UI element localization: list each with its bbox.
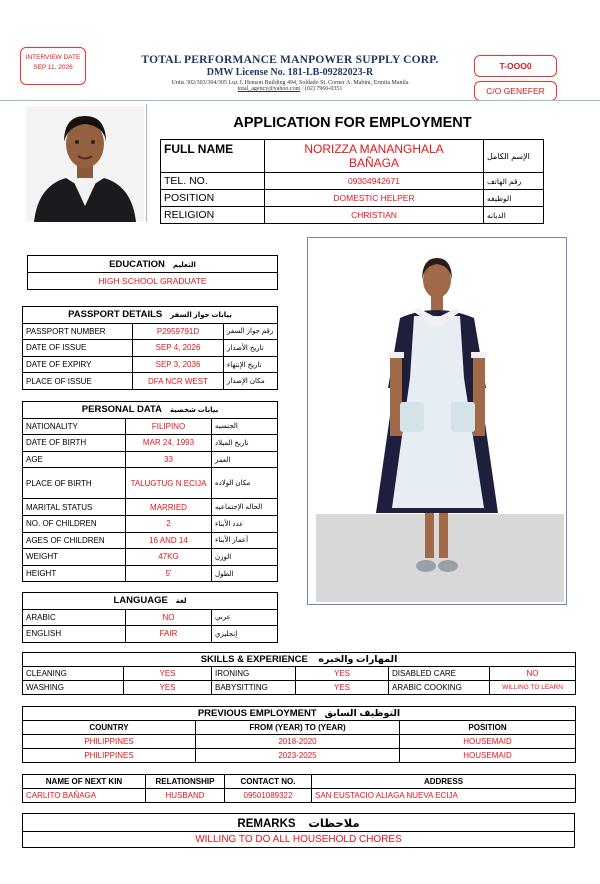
previous-header-years: FROM (YEAR) TO (YEAR) [196, 721, 400, 735]
skill-value: YES [124, 667, 212, 681]
remarks-table [22, 813, 575, 848]
skills-row [23, 667, 576, 681]
previous-employment-table [22, 706, 576, 763]
portrait-photo [26, 106, 144, 222]
previous-header-position: POSITION [400, 721, 576, 735]
birthplace-label: PLACE OF BIRTH [23, 468, 126, 499]
next-of-kin-table [22, 774, 576, 803]
personal-row [23, 549, 278, 566]
religion-ar: الديانه [484, 207, 544, 224]
full-name-row [161, 140, 544, 173]
skill-value: NO [490, 667, 576, 681]
table-row [23, 789, 576, 803]
birthplace-ar: مكان الولاده [212, 468, 278, 499]
table-row [23, 735, 576, 749]
age-label: AGE [23, 451, 126, 468]
marital-label: MARITAL STATUS [23, 499, 126, 516]
religion-label: RELIGION [161, 207, 265, 224]
remarks-title-ar: ملاحظات [308, 817, 360, 830]
weight-label: WEIGHT [23, 549, 126, 566]
form-title: APPLICATION FOR EMPLOYMENT [233, 115, 472, 131]
applicant-code: T-OOO0 [474, 55, 557, 77]
personal-row [23, 565, 278, 582]
full-body-photo [307, 237, 567, 605]
previous-position: HOUSEMAID [400, 749, 576, 763]
main-info-table [160, 139, 544, 224]
education-table [27, 255, 278, 290]
language-table [22, 592, 278, 643]
personal-data-table [22, 401, 278, 582]
weight-value: 47KG [126, 549, 212, 566]
education-title [28, 256, 278, 273]
full-name-ar: الإسم الكامل [484, 140, 544, 173]
remarks-title [23, 814, 575, 832]
height-ar: الطول [212, 565, 278, 582]
language-title-en: LANGUAGE [113, 595, 168, 607]
birthplace-value: TALUGTUG N ECIJA [126, 468, 212, 499]
passport-title-en: PASSPORT DETAILS [68, 309, 163, 321]
skill-value: WILLING TO LEARN [490, 681, 576, 695]
children-label: NO. OF CHILDREN [23, 515, 126, 532]
interview-date-box [20, 47, 86, 85]
position-row [161, 190, 544, 207]
header-divider [0, 100, 600, 101]
kin-header-relationship: RELATIONSHIP [146, 775, 225, 789]
previous-title-en: PREVIOUS EMPLOYMENT [197, 708, 317, 719]
language-title-ar: لغة [175, 598, 187, 606]
passport-row [23, 356, 278, 373]
arabic-ar: عربي [212, 609, 278, 626]
arabic-label: ARABIC [23, 609, 126, 626]
height-label: HEIGHT [23, 565, 126, 582]
company-name: TOTAL PERFORMANCE MANPOWER SUPPLY CORP. [141, 54, 439, 66]
weight-ar: الوزن [212, 549, 278, 566]
children-value: 2 [126, 515, 212, 532]
personal-row [23, 532, 278, 549]
age-value: 33 [126, 451, 212, 468]
arabic-value: NO [126, 609, 212, 626]
skill-label: ARABIC COOKING [389, 681, 490, 695]
children-ar: عدد الأبناء [212, 515, 278, 532]
expiry-date-value: SEP 3, 2036 [133, 356, 224, 373]
personal-row [23, 468, 278, 499]
interview-date-label: INTERVIEW DATE [25, 54, 81, 61]
religion-value: CHRISTIAN [265, 207, 484, 224]
english-label: ENGLISH [23, 626, 126, 643]
passport-row [23, 340, 278, 357]
full-name-label: FULL NAME [161, 140, 265, 173]
personal-row [23, 435, 278, 452]
passport-title [23, 307, 278, 324]
previous-years: 2018-2020 [196, 735, 400, 749]
personal-title-en: PERSONAL DATA [81, 404, 163, 416]
company-license: DMW License No. 181-LB-09282023-R [206, 67, 374, 78]
table-row [23, 749, 576, 763]
skills-title [23, 653, 576, 667]
skills-title-ar: المهارات والخبره [318, 654, 398, 665]
previous-title [23, 707, 576, 721]
issue-place-value: DFA NCR WEST [133, 373, 224, 390]
skills-table [22, 652, 576, 695]
height-value: 5' [126, 565, 212, 582]
skill-label: DISABLED CARE [389, 667, 490, 681]
position-value: DOMESTIC HELPER [265, 190, 484, 207]
photo-divider [146, 104, 147, 222]
skill-value: YES [124, 681, 212, 695]
remarks-value: WILLING TO DO ALL HOUSEHOLD CHORES [23, 832, 575, 848]
personal-row [23, 499, 278, 516]
skill-label: BABYSITTING [212, 681, 296, 695]
company-address: Units 302/303/304/305 Luz J. Henson Building 494, Soldado St. Corner A. Mabini, Ermita Manila [171, 80, 409, 86]
skill-value: YES [296, 667, 389, 681]
passport-number-value: P2959791D [133, 323, 224, 340]
kin-address: SAN EUSTACIO ALIAGA NUEVA ECIJA [312, 789, 576, 803]
skill-label: IRONING [212, 667, 296, 681]
skill-label: CLEANING [23, 667, 124, 681]
position-label: POSITION [161, 190, 265, 207]
kin-header-contact: CONTACT NO. [225, 775, 312, 789]
tel-label: TEL. NO. [161, 173, 265, 190]
position-ar: الوظيفه [484, 190, 544, 207]
english-value: FAIR [126, 626, 212, 643]
tel-row [161, 173, 544, 190]
full-name-line2: BAÑAGA [348, 156, 399, 170]
kin-contact: 09501089322 [225, 789, 312, 803]
interview-date-value: SEP 11, 2026 [33, 64, 73, 71]
passport-number-ar: رقم جواز السفر [224, 323, 278, 340]
marital-value: MARRIED [126, 499, 212, 516]
children-ages-value: 16 AND 14 [126, 532, 212, 549]
personal-title-ar: بيانات شخصية [169, 407, 219, 415]
education-title-ar: التعليم [172, 261, 196, 269]
expiry-date-ar: تاريخ الإنتهاء [224, 356, 278, 373]
education-value: HIGH SCHOOL GRADUATE [28, 273, 278, 290]
passport-row [23, 373, 278, 390]
skills-title-en: SKILLS & EXPERIENCE [200, 654, 308, 665]
previous-years: 2023-2025 [196, 749, 400, 763]
education-title-en: EDUCATION [109, 258, 165, 270]
company-contact [110, 86, 470, 92]
company-email[interactable]: total_agency@yahoo.com [237, 86, 301, 92]
expiry-date-label: DATE OF EXPIRY [23, 356, 133, 373]
issue-date-value: SEP 4, 2026 [133, 340, 224, 357]
dob-ar: تاريخ الميلاد [212, 435, 278, 452]
kin-header-address: ADDRESS [312, 775, 576, 789]
language-row [23, 626, 278, 643]
passport-row [23, 323, 278, 340]
skill-label: WASHING [23, 681, 124, 695]
kin-name: CARLITO BAÑAGA [23, 789, 146, 803]
skill-value: YES [296, 681, 389, 695]
company-header [110, 54, 470, 92]
skills-row [23, 681, 576, 695]
previous-title-ar: التوظيف السابق [324, 708, 401, 719]
previous-country: PHILIPPINES [23, 749, 196, 763]
nationality-label: NATIONALITY [23, 418, 126, 435]
religion-row [161, 207, 544, 224]
issue-date-label: DATE OF ISSUE [23, 340, 133, 357]
nationality-value: FILIPINO [126, 418, 212, 435]
nationality-ar: الجنسيه [212, 418, 278, 435]
full-name-line1: NORIZZA MANANGHALA [304, 142, 444, 156]
dob-value: MAR 24, 1993 [126, 435, 212, 452]
english-ar: إنجليزي [212, 626, 278, 643]
full-name-value [265, 140, 484, 173]
language-title [23, 593, 278, 610]
issue-place-ar: مكان الإصدار [224, 373, 278, 390]
previous-header-country: COUNTRY [23, 721, 196, 735]
care-of-box: C/O GENEFER [474, 81, 557, 101]
tel-ar: رقم الهاتف [484, 173, 544, 190]
marital-ar: الحاله الإجتماعيه [212, 499, 278, 516]
previous-position: HOUSEMAID [400, 735, 576, 749]
passport-title-ar: بيانات جواز السفر [170, 312, 232, 320]
previous-country: PHILIPPINES [23, 735, 196, 749]
passport-table [22, 306, 278, 390]
issue-date-ar: تاريخ الأصدار [224, 340, 278, 357]
personal-row [23, 418, 278, 435]
personal-row [23, 451, 278, 468]
kin-header-name: NAME OF NEXT KIN [23, 775, 146, 789]
dob-label: DATE OF BIRTH [23, 435, 126, 452]
children-ages-ar: أعمار الأبناء [212, 532, 278, 549]
children-ages-label: AGES OF CHILDREN [23, 532, 126, 549]
kin-relationship: HUSBAND [146, 789, 225, 803]
passport-number-label: PASSPORT NUMBER [23, 323, 133, 340]
age-ar: العمر [212, 451, 278, 468]
tel-value: 09304942671 [265, 173, 484, 190]
company-phone: / (02) 7966-0351 [300, 86, 343, 92]
issue-place-label: PLACE OF ISSUE [23, 373, 133, 390]
language-row [23, 609, 278, 626]
personal-row [23, 515, 278, 532]
personal-title [23, 402, 278, 419]
remarks-title-en: REMARKS [237, 817, 296, 830]
